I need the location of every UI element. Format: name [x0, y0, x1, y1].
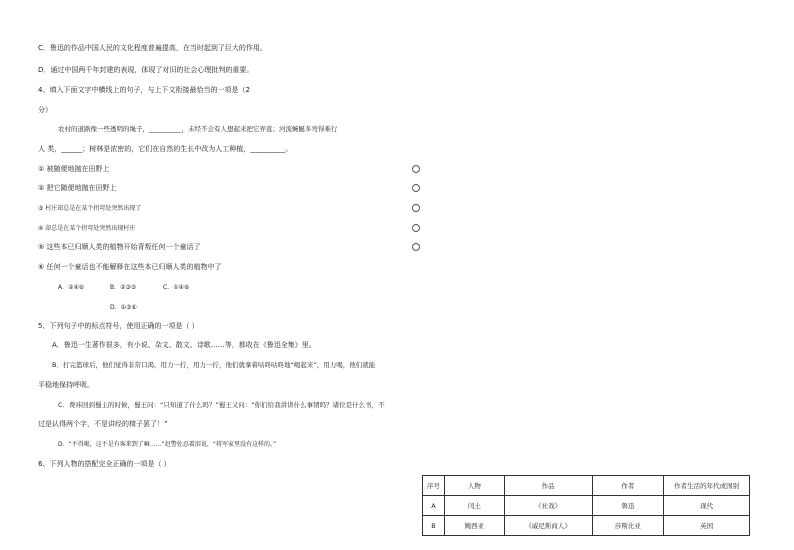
question-4-score: 分） — [38, 106, 52, 114]
table-row — [423, 516, 750, 536]
table-header-row — [423, 476, 750, 496]
question-6-title: 6、下列人物的搭配完全正确的一项是（ ） — [38, 460, 171, 468]
question-5-option-a: A．鲁迅一生著作很多，有小说、杂文、散文、诗歌……等，都收在《鲁迅全集》里。 — [52, 341, 316, 349]
answer-a: A．②④⑥ — [58, 284, 85, 291]
choice-4: ④ 却总是在某个拐弯处突然出现村庄 — [38, 225, 136, 232]
table-header: 作品 — [504, 476, 592, 496]
choice-1-radio[interactable] — [412, 165, 420, 173]
character-table — [422, 475, 750, 536]
passage-line-1: 农村的道路像一些透明的绳子，__________，未经不会有人想起来把它弄直；河流蜿蜒多弯得难行 — [58, 125, 338, 133]
table-header: 作者 — [592, 476, 664, 496]
choice-1: ① 被随便地抛在田野上 — [38, 165, 110, 173]
question-5-title: 5、下列句子中的标点符号，使用正确的一项是（ ） — [38, 322, 199, 330]
table-cell: 莎斯比亚 — [592, 516, 664, 536]
table-cell: B — [423, 516, 445, 536]
option-d-line: D．通过中国两千年封建的表现，体现了对旧的社会心理批判的重要。 — [38, 66, 254, 74]
table-cell: 闰土 — [444, 496, 504, 516]
choice-5: ⑤ 这些本已归顺人类的植物开始背叛任何一个童话了 — [38, 243, 201, 251]
table-cell: 《社戏》 — [504, 496, 592, 516]
question-4-title: 4、填入下面文字中横线上的句子，与上下文衔接最恰当的一项是（2 — [38, 86, 250, 94]
question-5-option-c-cont: 过是认得两个字，不是讲经的椅子罢了！” — [38, 420, 168, 428]
table-cell: 鲍西亚 — [444, 516, 504, 536]
answer-b: B．②③⑤ — [110, 284, 137, 291]
question-5-option-c: C．费祎回到蜀主的时候，蜀王问：“只知道了什么吗？”蜀王又问：“你们给我讲讲什么事情吗？诸位是什么书，不 — [58, 401, 385, 409]
table-cell: 英国 — [664, 516, 750, 536]
choice-3-radio[interactable] — [412, 204, 420, 212]
table-cell: A — [423, 496, 445, 516]
table-cell: 《威尼斯商人》 — [504, 516, 592, 536]
option-c-line: C．鲁迅的作品中国人民的文化程度普遍提高，在当时起到了巨大的作用。 — [38, 44, 267, 52]
choice-3: ③ 村庄却总是在某个拐弯处突然出现了 — [38, 205, 142, 212]
table-header: 作者生活的年代或国别 — [664, 476, 750, 496]
table-header: 序号 — [423, 476, 445, 496]
question-5-option-d: D．“不得啦，这不是有客来到了嘛……”赵警佐忍着泪说，“将军家里没有这样的。” — [58, 441, 277, 448]
question-5-option-b: B．打完篮球后，他们觉得非常口渴，用力一拧，用力一拧，他们就拿着咕咚咕咚地“喝起来”，用力喝，他们就能 — [52, 361, 376, 369]
question-5-option-b-cont: 平稳地保持呼吸。 — [38, 381, 94, 389]
table-row — [423, 496, 750, 516]
choice-2: ② 把它随便地抛在田野上 — [38, 184, 117, 192]
table-header: 人物 — [444, 476, 504, 496]
choice-6: ⑥ 任何一个童话也不能解释在这些本已归顺人类的植物中了 — [38, 263, 222, 271]
choice-5-radio[interactable] — [412, 243, 420, 251]
table-cell: 鲁迅 — [592, 496, 664, 516]
answer-c: C．①④⑥ — [163, 284, 190, 291]
passage-line-2: 人 类，______；树林是浓密的，它们在自然的生长中改为人工种植，__________。 — [38, 145, 293, 153]
choice-4-radio[interactable] — [412, 224, 420, 232]
answer-d: D．①③⑥ — [110, 304, 137, 311]
choice-2-radio[interactable] — [412, 184, 420, 192]
table-cell: 现代 — [664, 496, 750, 516]
